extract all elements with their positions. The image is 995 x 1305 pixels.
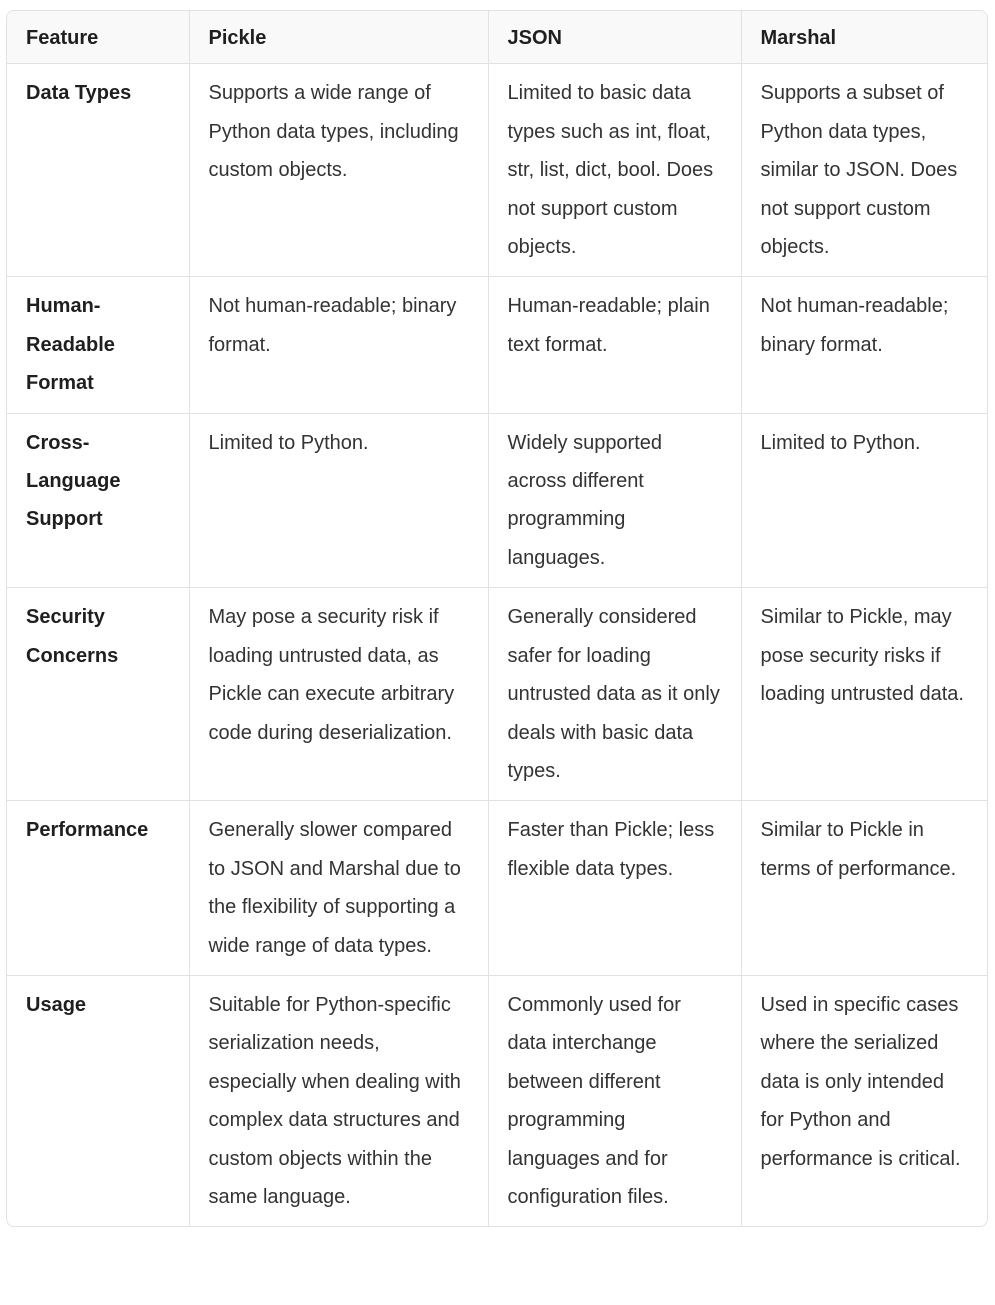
table-body [7,64,987,1226]
header-json: JSON [488,11,741,64]
feature-cell: Human-Readable Format [7,277,189,413]
json-cell: Commonly used for data interchange between different programming languages and for configuration files. [488,975,741,1226]
marshal-cell: Supports a subset of Python data types, similar to JSON. Does not support custom objects. [741,64,987,277]
marshal-cell: Similar to Pickle in terms of performance. [741,801,987,976]
pickle-cell: Supports a wide range of Python data types, including custom objects. [189,64,488,277]
table-row [7,801,987,976]
feature-cell: Performance [7,801,189,976]
pickle-cell: May pose a security risk if loading untrusted data, as Pickle can execute arbitrary code during deserialization. [189,588,488,801]
header-pickle: Pickle [189,11,488,64]
header-marshal: Marshal [741,11,987,64]
feature-cell: Cross-Language Support [7,413,189,588]
table-row [7,413,987,588]
pickle-cell: Generally slower compared to JSON and Marshal due to the flexibility of supporting a wide range of data types. [189,801,488,976]
pickle-cell: Not human-readable; binary format. [189,277,488,413]
json-cell: Widely supported across different programming languages. [488,413,741,588]
json-cell: Human-readable; plain text format. [488,277,741,413]
feature-cell: Security Concerns [7,588,189,801]
header-feature: Feature [7,11,189,64]
json-cell: Faster than Pickle; less flexible data types. [488,801,741,976]
table-header [7,11,987,64]
pickle-cell: Suitable for Python-specific serialization needs, especially when dealing with complex data structures and custom objects within the same language. [189,975,488,1226]
comparison-table [7,11,987,1226]
header-row [7,11,987,64]
marshal-cell: Used in specific cases where the serialized data is only intended for Python and performance is critical. [760,993,961,1170]
table-row [7,277,987,413]
json-cell: Limited to basic data types such as int, float, str, list, dict, bool. Does not support custom objects. [488,64,741,277]
marshal-cell: Limited to Python. [741,413,987,588]
marshal-cell: Similar to Pickle, may pose security risks if loading untrusted data. [741,588,987,801]
feature-cell: Usage [7,975,189,1226]
marshal-cell: Not human-readable; binary format. [741,277,987,413]
table-row [7,64,987,277]
feature-cell: Data Types [7,64,189,277]
pickle-cell: Limited to Python. [189,413,488,588]
json-cell: Generally considered safer for loading untrusted data as it only deals with basic data types. [488,588,741,801]
table-row [7,975,987,1226]
comparison-table-container [6,10,988,1227]
table-row [7,588,987,801]
